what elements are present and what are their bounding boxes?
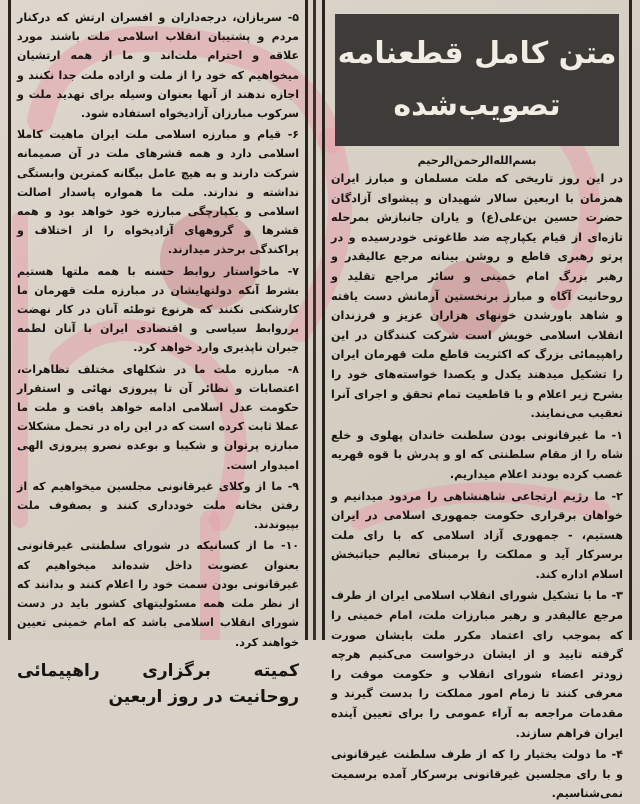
resolution-item-5: ۵- سربازان، درجه‌داران و افسران ارتش که درکنار مردم و پشتیبان انقلاب اسلامی ملت باشند مورد علاقه و احترام ملت‌اند و ما از همه ارتشیان میخواهیم که خود را از ملت و اراده ملت جدا نکنند و اجازه ندهند از آنها بعنوان وسیله برای تهدید ملت و سرکوب مبارزان آزادیخواه استفاده شود. bbox=[17, 11, 299, 121]
resolution-item-1: ۱- ما غیرقانونی بودن سلطنت خاندان پهلوی و خلع شاه را از مقام سلطنتی که او و پدرش با قوه قهریه غصب کرده بودند اعلام میداریم. bbox=[331, 428, 623, 481]
headline-line-1: متن کامل قطعنامه bbox=[337, 36, 617, 71]
right-column bbox=[322, 0, 632, 801]
resolution-item-3: ۳- ما با تشکیل شورای انقلاب اسلامی ایران از طرف مرجع عالیقدر و رهبر مبارزات ملت، امام خمینی را که بموجب رای اعتماد مکرر ملت بایشان صورت گرفته تایید و از ایشان درخواست می‌کنیم هرچه زودتر اعضاء شورای انقلاب و حکومت موقت را معرفی کنند تا زمام امور مملکت را بدست گیرند و مقدمات مراجعه به آراء عمومی را برای تعیین آینده ایران فراهم سازند. bbox=[331, 589, 623, 740]
resolution-item-9: ۹- ما از وکلای غیرقانونی مجلسین میخواهیم که از رفتن بخانه ملت خودداری کنند و بصفوف ملت بپیوندند. bbox=[17, 479, 299, 532]
basmala: بسم‌الله‌الرحمن‌الرحیم bbox=[417, 154, 537, 167]
resolution-item-7: ۷- ماخواستار روابط حسنه با همه ملتها هستیم بشرط آنکه دولتهایشان در مبارزه ملت قهرمان ما کارشکنی نکنند که هرنوع توطئه آنان در کار نهضت برروابط سیاسی و اقتصادی ایران با آنان لطمه جبران ناپذیری وارد خواهد کرد. bbox=[17, 264, 299, 355]
resolution-item-2: ۲- ما رژیم ارتجاعی شاهنشاهی را مردود میدانیم و خواهان برقراری حکومت جمهوری اسلامی در ایران هستیم، - جمهوری آزاد اسلامی که با رای ملت برسرکار آید و مملکت را برمبنای تعالیم حیاتبخش اسلام اداره کند. bbox=[331, 489, 623, 581]
resolution-item-10: ۱۰- ما از کسانیکه در شورای سلطنتی غیرقانونی بعنوان عضویت داخل شده‌اند میخواهیم که غیرقانونی بودن سمت خود را اعلام کنند و بدانند که از نظر ملت همه مسئولیتهای کشور باید در دست شورای انقلاب اسلامی باشد که امام خمینی تعیین خواهند کرد. bbox=[17, 539, 299, 649]
intro-paragraph: در این روز تاریخی که ملت مسلمان و مبارز ایران همزمان با اربعین سالار شهیدان و پیشوای آزادگان حضرت حسین بن‌علی(ع) و یاران جانبازش بمرحله تازه‌ای از قیام یکپارچه ضد طاغوتی خودرسیده و در پرتو رهبری قاطع و روشن بینانه مرجع عالیقدر و رهبر بزرگ امام خمینی و سائر مراجع تقلید و روحانیت آگاه و مبارز برنخستین آرمانش دست یافته و شاهد باورشدن خونهای هزاران عزیز و فرزندان انقلاب اسلامی خویش است شرکت کنندگان در این راهپیمائی بزرگ که اکثریت قاطع ملت قهرمان ایران را تشکیل میدهند یکدل و یکصدا خواسته‌های خود را بشرح زیر اعلام و با قاطعیت تمام تحقق و اجرای آنرا تعقیب می‌نمایند. bbox=[331, 172, 623, 421]
headline-box bbox=[335, 14, 619, 146]
column-divider bbox=[313, 0, 316, 640]
headline-line-2: تصویب‌شده bbox=[393, 88, 561, 123]
resolution-item-4: ۴- ما دولت بختیار را که از طرف سلطنت غیرقانونی و با رای مجلسین غیرقانونی برسرکار آمده برسمیت نمی‌شناسیم. bbox=[331, 748, 623, 801]
resolution-item-6: ۶- قیام و مبارزه اسلامی ملت ایران ماهیت کاملا اسلامی دارد و همه قشرهای ملت در آن صمیمانه شرکت دارند و به هیچ عامل بیگانه کمترین وابستگی نداشته و ندارند. ملت ما همواره پاسدار اصالت اسلامی و یکپارچگی مبارزه خود خواهد بود و همه قشرها و گروههای آزادیخواه را از اختلاف و پراکندگی برحذر میدارند. bbox=[17, 128, 299, 257]
signature: کمیته برگزاری راهپیمائی روحانیت در روز اربعین bbox=[17, 660, 299, 707]
left-column bbox=[8, 0, 308, 707]
resolution-item-8: ۸- مبارزه ملت ما در شکلهای مختلف تظاهرات، اعتصابات و نظائر آن تا پیروزی نهائی و استقرار حکومت عدل اسلامی ادامه خواهد یافت و ملت ما عملا ثابت کرده است که در این راه در تحمل مشکلات مبارزه پرتوان و شکیبا و بوعده نصرو پیروزی الهی امیدوار است. bbox=[17, 362, 299, 472]
